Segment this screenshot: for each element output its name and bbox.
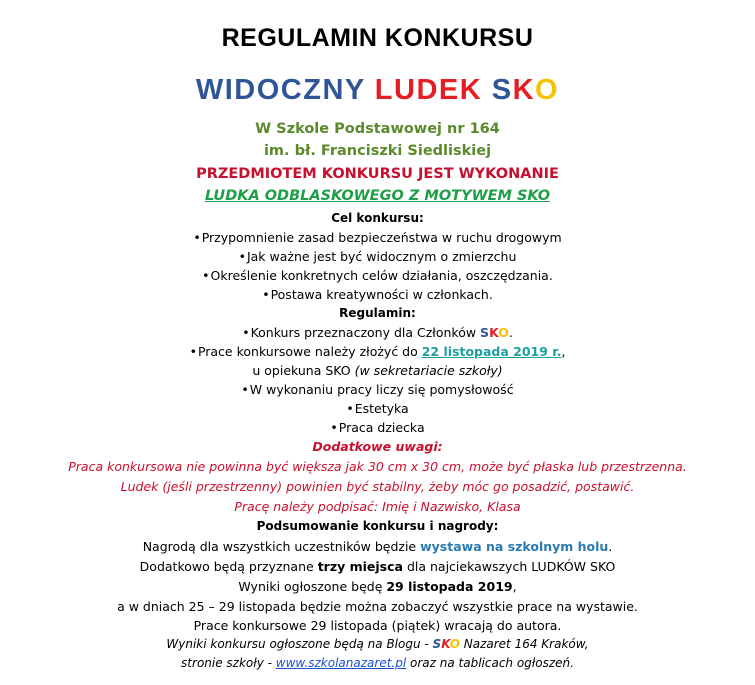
goal-item-text: Jak ważne jest być widocznym o zmierzchu xyxy=(246,249,517,264)
goal-item xyxy=(0,287,755,302)
goal-heading: Cel konkursu: xyxy=(331,211,424,225)
extra-note: Pracę należy podpisać: Imię i Nazwisko, Klasa xyxy=(234,499,521,514)
rules-item-text: , xyxy=(561,344,566,359)
summary-line xyxy=(0,637,755,651)
sko-letter-s: S xyxy=(480,325,490,340)
rules-item xyxy=(0,344,755,359)
contest-name-word-1: WIDOCZNY xyxy=(195,74,366,106)
bullet-icon: • xyxy=(241,382,249,397)
bullet-icon: • xyxy=(202,268,210,283)
summary-text: dla najciekawszych LUDKÓW SKO xyxy=(402,559,616,574)
rules-item xyxy=(0,401,755,416)
summary-line xyxy=(0,579,755,594)
summary-text: stronie szkoły - xyxy=(181,656,276,670)
bullet-icon: • xyxy=(346,401,354,416)
summary-text: Wyniki ogłoszone będę xyxy=(238,579,387,594)
summary-text: Nazaret 164 Kraków, xyxy=(459,637,589,651)
school-patron: im. bł. Franciszki Siedliskiej xyxy=(263,143,492,159)
summary-text: Nagrodą dla wszystkich uczestników będzie xyxy=(142,539,421,554)
rules-item xyxy=(0,325,755,340)
contest-object: LUDKA ODBLASKOWEGO Z MOTYWEM SKO xyxy=(204,188,551,204)
rules-item xyxy=(0,420,755,435)
rules-item-text: Estetyka xyxy=(354,401,409,416)
contest-name-word-2: LUDEK xyxy=(374,74,483,106)
sko-letter-k: K xyxy=(512,74,536,106)
bullet-icon: • xyxy=(262,287,270,302)
contest-name xyxy=(0,74,755,107)
summary-text: . xyxy=(608,539,613,554)
document-title: REGULAMIN KONKURSU xyxy=(221,24,534,52)
sko-letter-k: K xyxy=(489,325,499,340)
summary-text: Dodatkowo będą przyznane xyxy=(139,559,318,574)
bullet-icon: • xyxy=(242,325,250,340)
sko-letter-o: O xyxy=(449,637,460,651)
bullet-icon: • xyxy=(330,420,338,435)
rules-item-text: u opiekuna SKO xyxy=(252,363,355,378)
rules-item-text: Konkurs przeznaczony dla Członków xyxy=(250,325,481,340)
rules-heading: Regulamin: xyxy=(339,306,416,320)
goal-item-text: Określenie konkretnych celów działania, oszczędzania. xyxy=(210,268,553,283)
summary-line xyxy=(0,559,755,574)
exhibition-highlight: wystawa na szkolnym holu xyxy=(420,539,609,554)
extra-note: Praca konkursowa nie powinna być większa jak 30 cm x 30 cm, może być płaska lub przestrzenna. xyxy=(68,459,687,474)
rules-item xyxy=(0,382,755,397)
rules-item-text: . xyxy=(508,325,513,340)
extra-note: Ludek (jeśli przestrzenny) powinien być stabilny, żeby móc go posadzić, postawić. xyxy=(120,479,635,494)
goal-item xyxy=(0,268,755,283)
rules-item-text: W wykonaniu pracy liczy się pomysłowość xyxy=(249,382,514,397)
extra-notes-heading: Dodatkowe uwagi: xyxy=(312,439,443,454)
bullet-icon: • xyxy=(189,344,197,359)
summary-line: Prace konkursowe 29 listopada (piątek) wracają do autora. xyxy=(193,618,562,633)
deadline-date: 22 listopada 2019 r. xyxy=(421,344,562,359)
sko-letter-s: S xyxy=(432,637,442,651)
summary-line: a w dniach 25 – 29 listopada będzie można zobaczyć wszystkie prace na wystawie. xyxy=(117,599,638,614)
rules-item-text: Praca dziecka xyxy=(338,420,425,435)
bullet-icon: • xyxy=(238,249,246,264)
sko-letter-s: S xyxy=(491,74,513,106)
summary-text: , xyxy=(512,579,517,594)
sko-letter-o: O xyxy=(535,74,560,106)
school-website-link[interactable]: www.szkolanazaret.pl xyxy=(275,656,407,670)
rules-item-text: Prace konkursowe należy złożyć do xyxy=(197,344,422,359)
sko-letter-o: O xyxy=(498,325,509,340)
goal-item-text: Postawa kreatywności w członkach. xyxy=(270,287,493,302)
bullet-icon: • xyxy=(193,230,201,245)
summary-heading: Podsumowanie konkursu i nagrody: xyxy=(256,519,499,533)
rules-item-continuation xyxy=(0,363,755,378)
prizes-highlight: trzy miejsca xyxy=(317,559,403,574)
sko-letter-k: K xyxy=(441,637,450,651)
school-name: W Szkole Podstawowej nr 164 xyxy=(255,121,500,137)
summary-text: oraz na tablicach ogłoszeń. xyxy=(406,656,574,670)
goal-item-text: Przypomnienie zasad bezpieczeństwa w ruchu drogowym xyxy=(201,230,562,245)
rules-item-note: (w sekretariacie szkoły) xyxy=(354,363,503,378)
summary-line xyxy=(0,539,755,554)
goal-item xyxy=(0,230,755,245)
contest-subject: PRZEDMIOTEM KONKURSU JEST WYKONANIE xyxy=(196,166,559,182)
summary-text: Wyniki konkursu ogłoszone będą na Blogu - xyxy=(166,637,433,651)
summary-line xyxy=(0,656,755,670)
goal-item xyxy=(0,249,755,264)
results-date: 29 listopada 2019 xyxy=(386,579,513,594)
